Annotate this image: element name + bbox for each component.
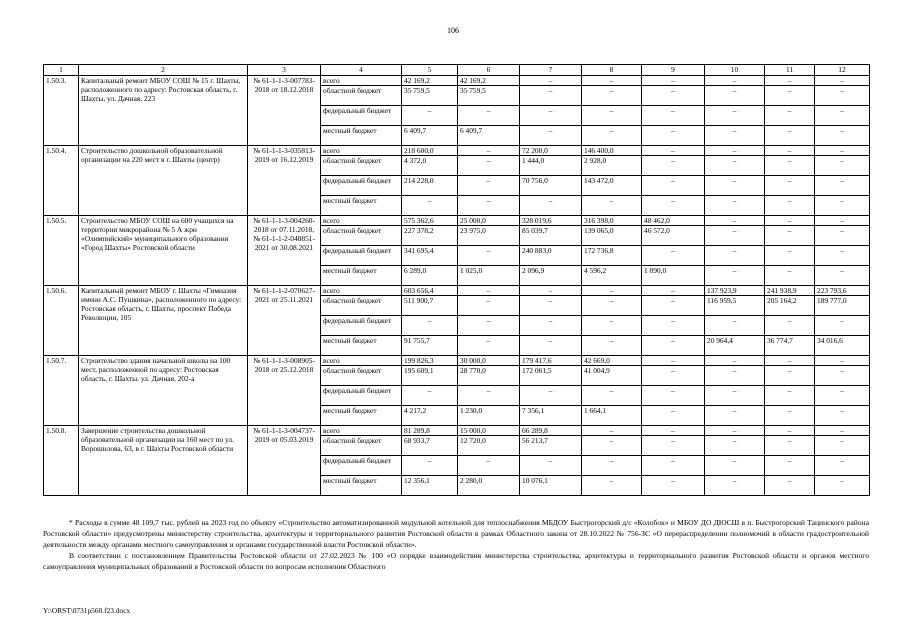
amount-cell: 4 596,2 (582, 266, 642, 286)
amount-cell: – (642, 476, 705, 496)
expertise-number: № 61-1-1-3-004737-2019 от 05.03.2019 (248, 426, 321, 496)
object-name: Капитальный ремонт МБОУ г. Шахты «Гимназия имени А.С. Пушкина», расположенного по адресу: Ростовская область, г. Шахты, проспект Победа Революции, 105 (79, 286, 248, 356)
funding-source: федеральный бюджет (321, 456, 402, 476)
amount-cell: – (815, 126, 870, 146)
table-row (44, 146, 870, 156)
amount-cell: – (642, 196, 705, 216)
header-cell: 11 (765, 65, 815, 76)
funding-source: областной бюджет (321, 436, 402, 456)
funding-source: областной бюджет (321, 296, 402, 316)
amount-cell: – (520, 316, 582, 336)
amount-cell: – (765, 436, 815, 456)
amount-cell: 10 076,1 (520, 476, 582, 496)
funding-source: федеральный бюджет (321, 316, 402, 336)
amount-cell: – (642, 176, 705, 196)
amount-cell: 199 826,3 (402, 356, 458, 366)
amount-cell: 189 777,0 (815, 296, 870, 316)
amount-cell: – (642, 76, 705, 86)
amount-cell: 20 964,4 (705, 336, 765, 356)
amount-cell: – (765, 156, 815, 176)
amount-cell: 46 572,0 (642, 226, 705, 246)
funding-source: областной бюджет (321, 156, 402, 176)
amount-cell: – (815, 176, 870, 196)
header-cell: 8 (582, 65, 642, 76)
paragraph-text: В соответствии с постановлением Правительства Ростовской области от 27.02.2023 № 100 «О порядке взаимодействия министерства строительства, архитектуры и территориального развития Ростовской области и органов местного самоуправления муниципальных образований в Ростовской области по вопросам исполнения Областного (43, 551, 869, 571)
amount-cell: – (520, 386, 582, 406)
funding-source: областной бюджет (321, 86, 402, 106)
amount-cell: – (458, 176, 520, 196)
amount-cell: 4 372,0 (402, 156, 458, 176)
amount-cell: – (582, 316, 642, 336)
amount-cell: – (765, 76, 815, 86)
amount-cell: – (705, 226, 765, 246)
amount-cell: 241 938,9 (765, 286, 815, 296)
header-cell: 5 (402, 65, 458, 76)
amount-cell: – (642, 426, 705, 436)
amount-cell: – (642, 386, 705, 406)
amount-cell: – (458, 106, 520, 126)
amount-cell: – (402, 386, 458, 406)
amount-cell: – (765, 246, 815, 266)
amount-cell: – (458, 296, 520, 316)
object-name: Капитальный ремонт МБОУ СОШ № 15 г. Шахты, расположенного по адресу: Ростовская область, г. Шахты, ул. Дачная, 223 (79, 76, 248, 146)
amount-cell: 143 472,0 (582, 176, 642, 196)
amount-cell: – (642, 126, 705, 146)
amount-cell: 25 000,0 (458, 216, 520, 226)
table-row (44, 76, 870, 86)
object-name: Завершение строительства дошкольной образовательной организации на 160 мест по ул. Ворошилова, 63, в г. Шахты Ростовской области (79, 426, 248, 496)
amount-cell: – (642, 456, 705, 476)
amount-cell: 240 883,0 (520, 246, 582, 266)
funding-source: всего (321, 216, 402, 226)
amount-cell: 34 016,6 (815, 336, 870, 356)
amount-cell: – (765, 226, 815, 246)
amount-cell: – (765, 126, 815, 146)
amount-cell: 205 164,2 (765, 296, 815, 316)
header-row (44, 65, 870, 76)
table-row (44, 356, 870, 366)
amount-cell: – (642, 156, 705, 176)
amount-cell: – (642, 106, 705, 126)
header-cell: 2 (79, 65, 248, 76)
amount-cell: – (815, 216, 870, 226)
amount-cell: – (458, 246, 520, 266)
amount-cell: 70 756,0 (520, 176, 582, 196)
amount-cell: 2 280,0 (458, 476, 520, 496)
amount-cell: – (815, 406, 870, 426)
amount-cell: – (402, 456, 458, 476)
amount-cell: 7 356,1 (520, 406, 582, 426)
amount-cell: – (815, 316, 870, 336)
amount-cell: – (815, 76, 870, 86)
amount-cell: – (765, 106, 815, 126)
amount-cell: – (815, 86, 870, 106)
amount-cell: – (765, 266, 815, 286)
amount-cell: – (642, 336, 705, 356)
amount-cell: 1 230,0 (458, 406, 520, 426)
amount-cell: 341 695,4 (402, 246, 458, 266)
funding-source: всего (321, 146, 402, 156)
amount-cell: 172 736,8 (582, 246, 642, 266)
amount-cell: – (705, 106, 765, 126)
amount-cell: – (765, 196, 815, 216)
amount-cell: – (458, 386, 520, 406)
amount-cell: – (705, 146, 765, 156)
amount-cell: 1 664,1 (582, 406, 642, 426)
amount-cell: – (815, 226, 870, 246)
amount-cell: 28 770,0 (458, 366, 520, 386)
header-cell: 1 (44, 65, 79, 76)
amount-cell: – (815, 156, 870, 176)
amount-cell: 56 213,7 (520, 436, 582, 456)
amount-cell: – (765, 316, 815, 336)
amount-cell: 2 928,0 (582, 156, 642, 176)
expertise-number: № 61-1-1-3-007783-2018 от 18.12.2018 (248, 76, 321, 146)
amount-cell: – (520, 456, 582, 476)
amount-cell: – (582, 436, 642, 456)
object-name: Строительство дошкольной образовательной организации на 220 мест в г. Шахты (центр) (79, 146, 248, 216)
amount-cell: 12 356,1 (402, 476, 458, 496)
amount-cell: – (815, 146, 870, 156)
amount-cell: – (458, 196, 520, 216)
amount-cell: 4 217,2 (402, 406, 458, 426)
amount-cell: – (582, 296, 642, 316)
amount-cell: – (582, 426, 642, 436)
amount-cell: – (705, 366, 765, 386)
amount-cell: 137 923,9 (705, 286, 765, 296)
amount-cell: – (815, 436, 870, 456)
amount-cell: – (705, 86, 765, 106)
amount-cell: 1 444,0 (520, 156, 582, 176)
amount-cell: 42 169,2 (458, 76, 520, 86)
amount-cell: – (815, 456, 870, 476)
amount-cell: – (458, 336, 520, 356)
table-row (44, 286, 870, 296)
amount-cell: – (582, 336, 642, 356)
amount-cell: – (765, 356, 815, 366)
amount-cell: – (815, 356, 870, 366)
amount-cell: – (402, 316, 458, 336)
amount-cell: – (458, 156, 520, 176)
header-cell: 3 (248, 65, 321, 76)
amount-cell: – (705, 436, 765, 456)
amount-cell: – (705, 316, 765, 336)
amount-cell: – (582, 196, 642, 216)
amount-cell: – (520, 286, 582, 296)
amount-cell: – (705, 126, 765, 146)
amount-cell: 575 362,6 (402, 216, 458, 226)
amount-cell: 41 004,9 (582, 366, 642, 386)
amount-cell: – (705, 196, 765, 216)
amount-cell: 6 289,0 (402, 266, 458, 286)
funding-source: областной бюджет (321, 366, 402, 386)
amount-cell: – (765, 146, 815, 156)
amount-cell: 91 755,7 (402, 336, 458, 356)
amount-cell: – (520, 336, 582, 356)
amount-cell: – (815, 476, 870, 496)
funding-source: федеральный бюджет (321, 176, 402, 196)
amount-cell: 1 025,0 (458, 266, 520, 286)
amount-cell: – (642, 296, 705, 316)
amount-cell: – (705, 426, 765, 436)
amount-cell: – (582, 126, 642, 146)
amount-cell: 23 975,0 (458, 226, 520, 246)
header-cell: 9 (642, 65, 705, 76)
amount-cell: – (765, 476, 815, 496)
amount-cell: – (582, 386, 642, 406)
amount-cell: 603 656,4 (402, 286, 458, 296)
amount-cell: – (402, 106, 458, 126)
amount-cell: – (705, 386, 765, 406)
amount-cell: 6 409,7 (402, 126, 458, 146)
table-row (44, 216, 870, 226)
amount-cell: 15 000,0 (458, 426, 520, 436)
item-number: 1.50.7. (44, 356, 79, 426)
amount-cell: – (520, 296, 582, 316)
amount-cell: 35 759,5 (458, 86, 520, 106)
funding-source: всего (321, 426, 402, 436)
amount-cell: – (765, 366, 815, 386)
amount-cell: 42 169,2 (402, 76, 458, 86)
funding-source: местный бюджет (321, 196, 402, 216)
amount-cell: – (765, 386, 815, 406)
object-name: Строительство здания начальной школы на 100 мест, расположенной по адресу: Ростовская область, г. Шахты, ул. Дачная, 202-а (79, 356, 248, 426)
amount-cell: – (815, 366, 870, 386)
amount-cell: – (582, 106, 642, 126)
amount-cell: 1 890,0 (642, 266, 705, 286)
amount-cell: – (705, 456, 765, 476)
funding-source: всего (321, 356, 402, 366)
amount-cell: – (765, 176, 815, 196)
amount-cell: – (520, 86, 582, 106)
amount-cell: 35 759,5 (402, 86, 458, 106)
amount-cell: 214 228,0 (402, 176, 458, 196)
amount-cell: 66 289,8 (520, 426, 582, 436)
amount-cell: – (815, 266, 870, 286)
funding-source: всего (321, 76, 402, 86)
amount-cell: – (705, 156, 765, 176)
item-number: 1.50.4. (44, 146, 79, 216)
amount-cell: – (402, 196, 458, 216)
amount-cell: 179 417,6 (520, 356, 582, 366)
amount-cell: – (520, 106, 582, 126)
amount-cell: – (582, 286, 642, 296)
amount-cell: – (520, 76, 582, 86)
amount-cell: – (705, 266, 765, 286)
amount-cell: – (705, 406, 765, 426)
amount-cell: 48 462,0 (642, 216, 705, 226)
funding-source: местный бюджет (321, 266, 402, 286)
amount-cell: – (705, 246, 765, 266)
budget-table (43, 64, 870, 496)
amount-cell: 146 400,0 (582, 146, 642, 156)
amount-cell: 195 609,1 (402, 366, 458, 386)
footnote: * Расходы в сумме 48 109,7 тыс. рублей на 2023 год по объекту «Строительство автоматизированной модульной котельной для теплоснабжения МБДОУ Быстрогорский д/с «Колобок» и МБОУ ДО ДЮСШ в п. Быстрогорский Тацинского района Ростовской области» предусмотрены министерству строительства, архитектуры и территориального развития Ростовской области в рамках Областного закона от 28.10.2022 № 756-ЗС «О перераспределении полномочий в области градостроительной деятельности между органами местного самоуправления и органами государственной власти Ростовской области». (43, 518, 869, 549)
funding-source: федеральный бюджет (321, 386, 402, 406)
header-cell: 7 (520, 65, 582, 76)
amount-cell: – (815, 246, 870, 266)
header-cell: 10 (705, 65, 765, 76)
funding-source: федеральный бюджет (321, 246, 402, 266)
amount-cell: – (765, 456, 815, 476)
amount-cell: – (815, 386, 870, 406)
amount-cell: – (765, 426, 815, 436)
amount-cell: 172 061,5 (520, 366, 582, 386)
amount-cell: 316 398,0 (582, 216, 642, 226)
amount-cell: – (642, 316, 705, 336)
expertise-number: № 61-1-1-3-004260-2018 от 07.11.2018, № 61-1-1-2-048851-2021 от 30.08.2021 (248, 216, 321, 286)
amount-cell: 328 019,6 (520, 216, 582, 226)
amount-cell: – (642, 356, 705, 366)
item-number: 1.50.6. (44, 286, 79, 356)
amount-cell: 139 065,0 (582, 226, 642, 246)
amount-cell: – (582, 86, 642, 106)
funding-source: местный бюджет (321, 476, 402, 496)
amount-cell: – (458, 316, 520, 336)
item-number: 1.50.5. (44, 216, 79, 286)
funding-source: всего (321, 286, 402, 296)
header-cell: 6 (458, 65, 520, 76)
amount-cell: 511 900,7 (402, 296, 458, 316)
amount-cell: 36 774,7 (765, 336, 815, 356)
funding-source: местный бюджет (321, 336, 402, 356)
amount-cell: – (765, 406, 815, 426)
amount-cell: – (582, 476, 642, 496)
amount-cell: – (705, 76, 765, 86)
amount-cell: – (765, 86, 815, 106)
amount-cell: 85 039,7 (520, 226, 582, 246)
amount-cell: – (458, 286, 520, 296)
amount-cell: – (815, 196, 870, 216)
header-cell: 4 (321, 65, 402, 76)
amount-cell: – (705, 216, 765, 226)
file-path: Y:\ORST\0731p560.f23.docx (43, 606, 131, 615)
amount-cell: 218 600,0 (402, 146, 458, 156)
object-name: Строительство МБОУ СОШ на 600 учащихся на территории микрорайона № 5 А жрн «Олимпийский» муниципального образования «Город Шахты» Ростовской области (79, 216, 248, 286)
amount-cell: – (815, 106, 870, 126)
expertise-number: № 61-1-1-3-008905-2018 от 25.12.2018 (248, 356, 321, 426)
amount-cell: – (642, 406, 705, 426)
funding-source: местный бюджет (321, 126, 402, 146)
amount-cell: – (642, 86, 705, 106)
amount-cell: – (642, 146, 705, 156)
amount-cell: 81 289,8 (402, 426, 458, 436)
funding-source: областной бюджет (321, 226, 402, 246)
item-number: 1.50.8. (44, 426, 79, 496)
amount-cell: 42 669,0 (582, 356, 642, 366)
amount-cell: – (705, 176, 765, 196)
funding-source: федеральный бюджет (321, 106, 402, 126)
amount-cell: – (705, 356, 765, 366)
amount-cell: – (642, 246, 705, 266)
table-row (44, 426, 870, 436)
page-number: 106 (447, 26, 459, 35)
amount-cell: – (765, 216, 815, 226)
amount-cell: – (705, 476, 765, 496)
notes-section (43, 517, 869, 572)
expertise-number: № 61-1-1-2-070627-2021 от 25.11.2021 (248, 286, 321, 356)
amount-cell: 223 793,6 (815, 286, 870, 296)
amount-cell: – (458, 146, 520, 156)
amount-cell: 68 933,7 (402, 436, 458, 456)
amount-cell: 30 000,0 (458, 356, 520, 366)
amount-cell: – (520, 196, 582, 216)
amount-cell: – (458, 456, 520, 476)
amount-cell: 12 720,0 (458, 436, 520, 456)
item-number: 1.50.3. (44, 76, 79, 146)
amount-cell: – (642, 366, 705, 386)
amount-cell: 2 096,9 (520, 266, 582, 286)
amount-cell: – (520, 126, 582, 146)
funding-source: местный бюджет (321, 406, 402, 426)
amount-cell: – (642, 286, 705, 296)
amount-cell: – (815, 426, 870, 436)
amount-cell: – (582, 456, 642, 476)
header-cell: 12 (815, 65, 870, 76)
amount-cell: 72 200,0 (520, 146, 582, 156)
amount-cell: 227 378,2 (402, 226, 458, 246)
amount-cell: 6 409,7 (458, 126, 520, 146)
amount-cell: – (642, 436, 705, 456)
expertise-number: № 61-1-1-3-035813-2019 от 16.12.2019 (248, 146, 321, 216)
amount-cell: 116 959,5 (705, 296, 765, 316)
amount-cell: – (582, 76, 642, 86)
